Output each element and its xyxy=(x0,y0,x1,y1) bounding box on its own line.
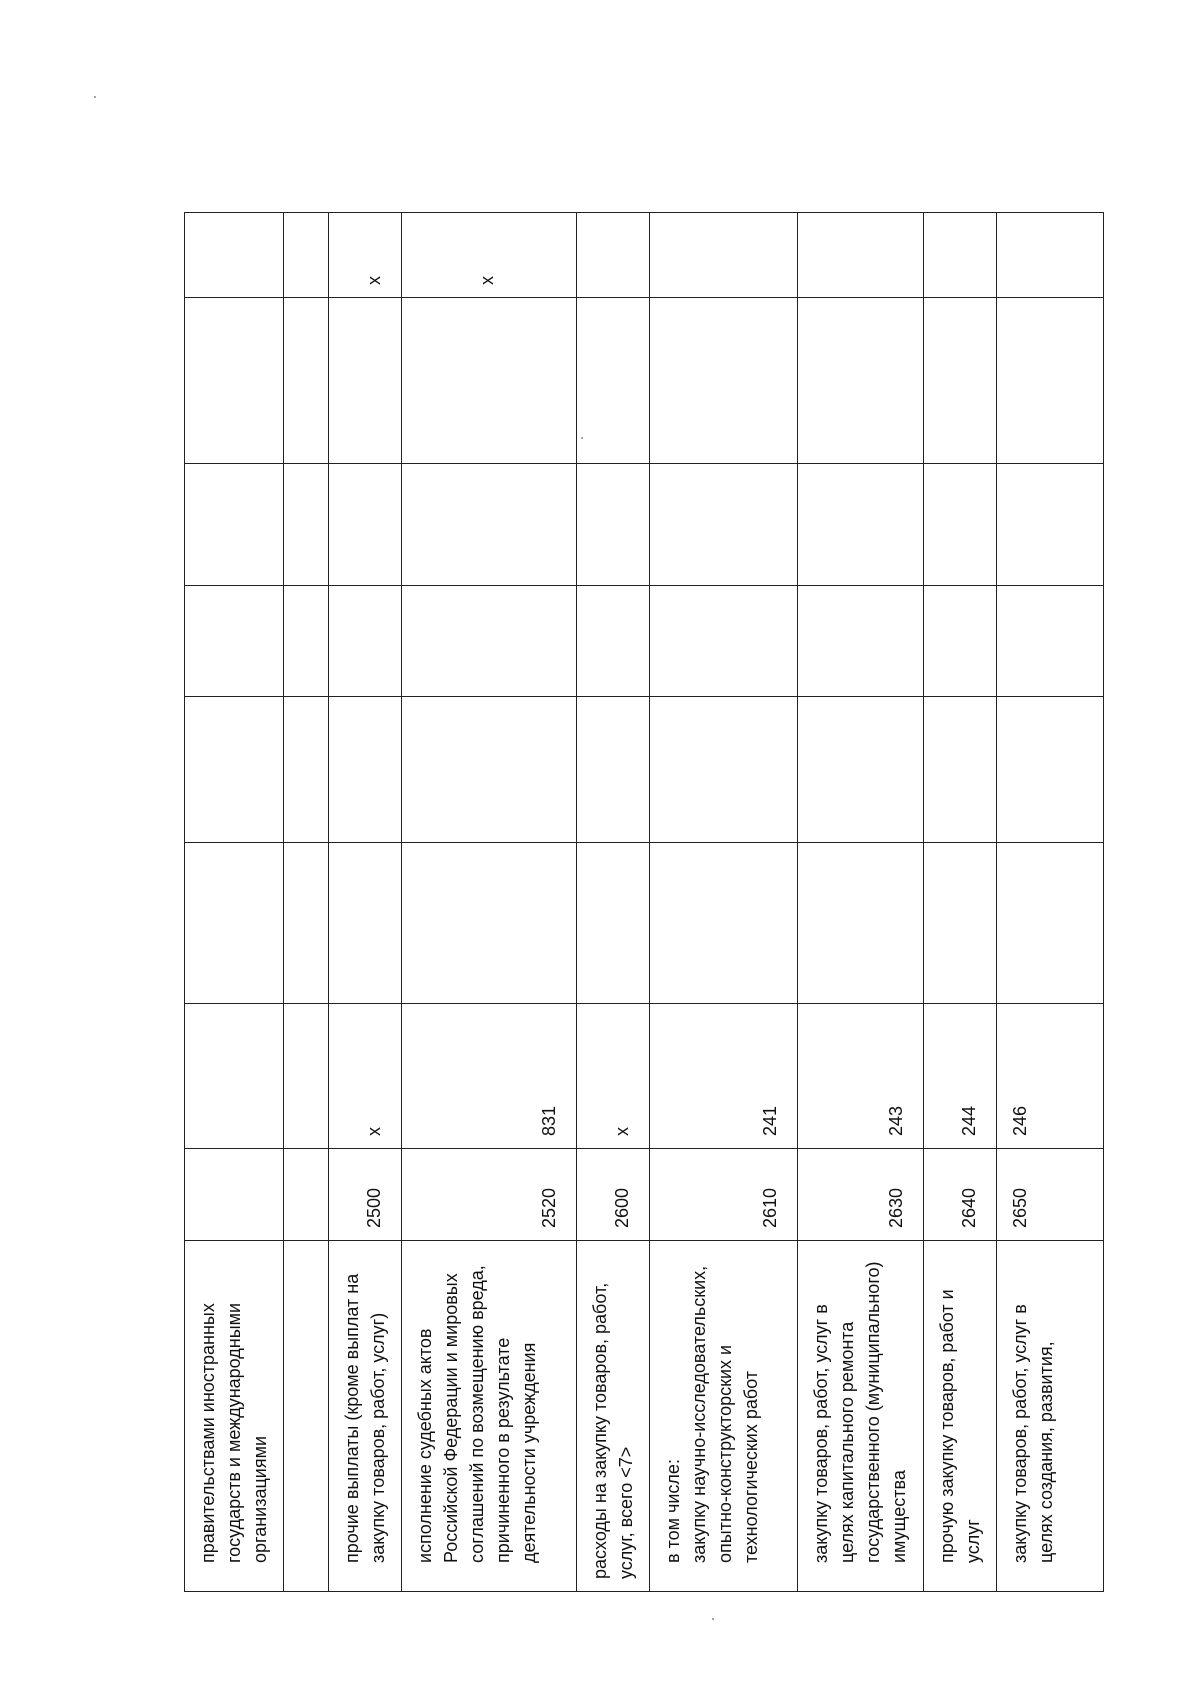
value-cell xyxy=(798,464,924,586)
row-name: расходы на закупку товаров, работ, услуг, всего <7> xyxy=(590,1282,636,1579)
value-cell xyxy=(577,697,650,843)
kosgu-cell: x xyxy=(329,1004,402,1149)
row-name-cell xyxy=(185,1241,284,1592)
value-cell xyxy=(577,464,650,586)
code-cell: 2610 xyxy=(650,1149,798,1241)
value-cell xyxy=(997,464,1104,586)
value-cell xyxy=(577,586,650,697)
value-cell xyxy=(997,586,1104,697)
row-name: закупку товаров, работ, услуг в целях капитального ремонта государственного (муниципального) имущества xyxy=(811,1261,909,1563)
table-row xyxy=(329,213,402,1592)
row-name-cell xyxy=(997,1241,1104,1592)
value-cell xyxy=(798,586,924,697)
scan-speck xyxy=(712,1618,714,1620)
kosgu-cell: 241 xyxy=(650,1004,798,1149)
table-row xyxy=(924,213,997,1592)
table-row xyxy=(997,213,1104,1592)
code-cell: 2500 xyxy=(329,1149,402,1241)
table-row xyxy=(798,213,924,1592)
kosgu-cell: x xyxy=(577,1004,650,1149)
table-row xyxy=(650,213,798,1592)
table-row xyxy=(185,213,284,1592)
value-cell xyxy=(798,697,924,843)
row-name-cell xyxy=(924,1241,997,1592)
value-cell xyxy=(924,843,997,1004)
table-row xyxy=(577,213,650,1592)
row-name: исполнение судебных актов Российской Федерации и мировых соглашений по возмещению вреда, причиненного в результате деятельности учреждения xyxy=(415,1265,539,1563)
value-cell xyxy=(650,298,798,464)
table-row xyxy=(284,213,329,1592)
row-name-cell xyxy=(798,1241,924,1592)
kosgu-cell: 246 xyxy=(997,1004,1104,1149)
row-name-cell xyxy=(577,1241,650,1592)
code-cell: 2650 xyxy=(997,1149,1104,1241)
value-cell xyxy=(997,298,1104,464)
row-name: прочую закупку товаров, работ и услуг xyxy=(937,1289,983,1563)
value-cell xyxy=(402,298,577,464)
value-cell xyxy=(329,464,402,586)
value-cell xyxy=(924,697,997,843)
value-cell xyxy=(284,464,329,586)
value-cell xyxy=(650,586,798,697)
value-cell xyxy=(997,213,1104,298)
value-cell xyxy=(185,213,284,298)
value-cell xyxy=(284,298,329,464)
value-cell xyxy=(402,464,577,586)
value-cell xyxy=(329,586,402,697)
value-cell xyxy=(402,586,577,697)
code-cell xyxy=(185,1149,284,1241)
value-cell xyxy=(402,697,577,843)
value-cell: x xyxy=(402,213,577,298)
value-cell xyxy=(402,843,577,1004)
value-cell xyxy=(185,697,284,843)
value-cell xyxy=(329,298,402,464)
value-cell xyxy=(284,213,329,298)
kosgu-cell xyxy=(284,1004,329,1149)
value-cell xyxy=(924,586,997,697)
value-cell xyxy=(577,298,650,464)
value-cell xyxy=(650,843,798,1004)
code-cell: 2520 xyxy=(402,1149,577,1241)
value-cell xyxy=(924,213,997,298)
code-cell: 2640 xyxy=(924,1149,997,1241)
row-name-cell xyxy=(329,1241,402,1592)
value-cell xyxy=(997,697,1104,843)
value-cell xyxy=(650,213,798,298)
value-cell xyxy=(329,843,402,1004)
row-name-cell xyxy=(402,1241,577,1592)
table-row xyxy=(402,213,577,1592)
value-cell: x xyxy=(329,213,402,298)
row-name-cell xyxy=(284,1241,329,1592)
value-cell xyxy=(798,843,924,1004)
value-cell xyxy=(997,843,1104,1004)
row-name: закупку товаров, работ, услуг в целях создания, развития, xyxy=(1010,1304,1056,1563)
value-cell xyxy=(577,843,650,1004)
value-cell xyxy=(924,464,997,586)
row-name: правительствами иностранных государств и международными организациями xyxy=(198,1302,270,1563)
code-cell xyxy=(284,1149,329,1241)
financial-plan-table xyxy=(184,212,1104,1592)
value-cell xyxy=(284,843,329,1004)
scan-speck xyxy=(581,437,583,439)
row-name: закупку научно-исследовательских, опытно-конструкторских и технологических работ xyxy=(689,1265,761,1563)
kosgu-cell: 831 xyxy=(402,1004,577,1149)
value-cell xyxy=(650,464,798,586)
value-cell xyxy=(185,586,284,697)
value-cell xyxy=(185,298,284,464)
kosgu-cell xyxy=(185,1004,284,1149)
value-cell xyxy=(185,464,284,586)
code-cell: 2630 xyxy=(798,1149,924,1241)
value-cell xyxy=(577,213,650,298)
row-name-cell xyxy=(650,1241,798,1592)
value-cell xyxy=(284,697,329,843)
kosgu-cell: 244 xyxy=(924,1004,997,1149)
value-cell xyxy=(284,586,329,697)
value-cell xyxy=(798,298,924,464)
row-name-prefix: в том числе: xyxy=(663,1459,683,1563)
value-cell xyxy=(924,298,997,464)
kosgu-cell: 243 xyxy=(798,1004,924,1149)
value-cell xyxy=(185,843,284,1004)
code-cell: 2600 xyxy=(577,1149,650,1241)
value-cell xyxy=(329,697,402,843)
scan-speck xyxy=(94,96,96,98)
value-cell xyxy=(650,697,798,843)
row-name: прочие выплаты (кроме выплат на закупку товаров, работ, услуг) xyxy=(342,1273,388,1563)
value-cell xyxy=(798,213,924,298)
